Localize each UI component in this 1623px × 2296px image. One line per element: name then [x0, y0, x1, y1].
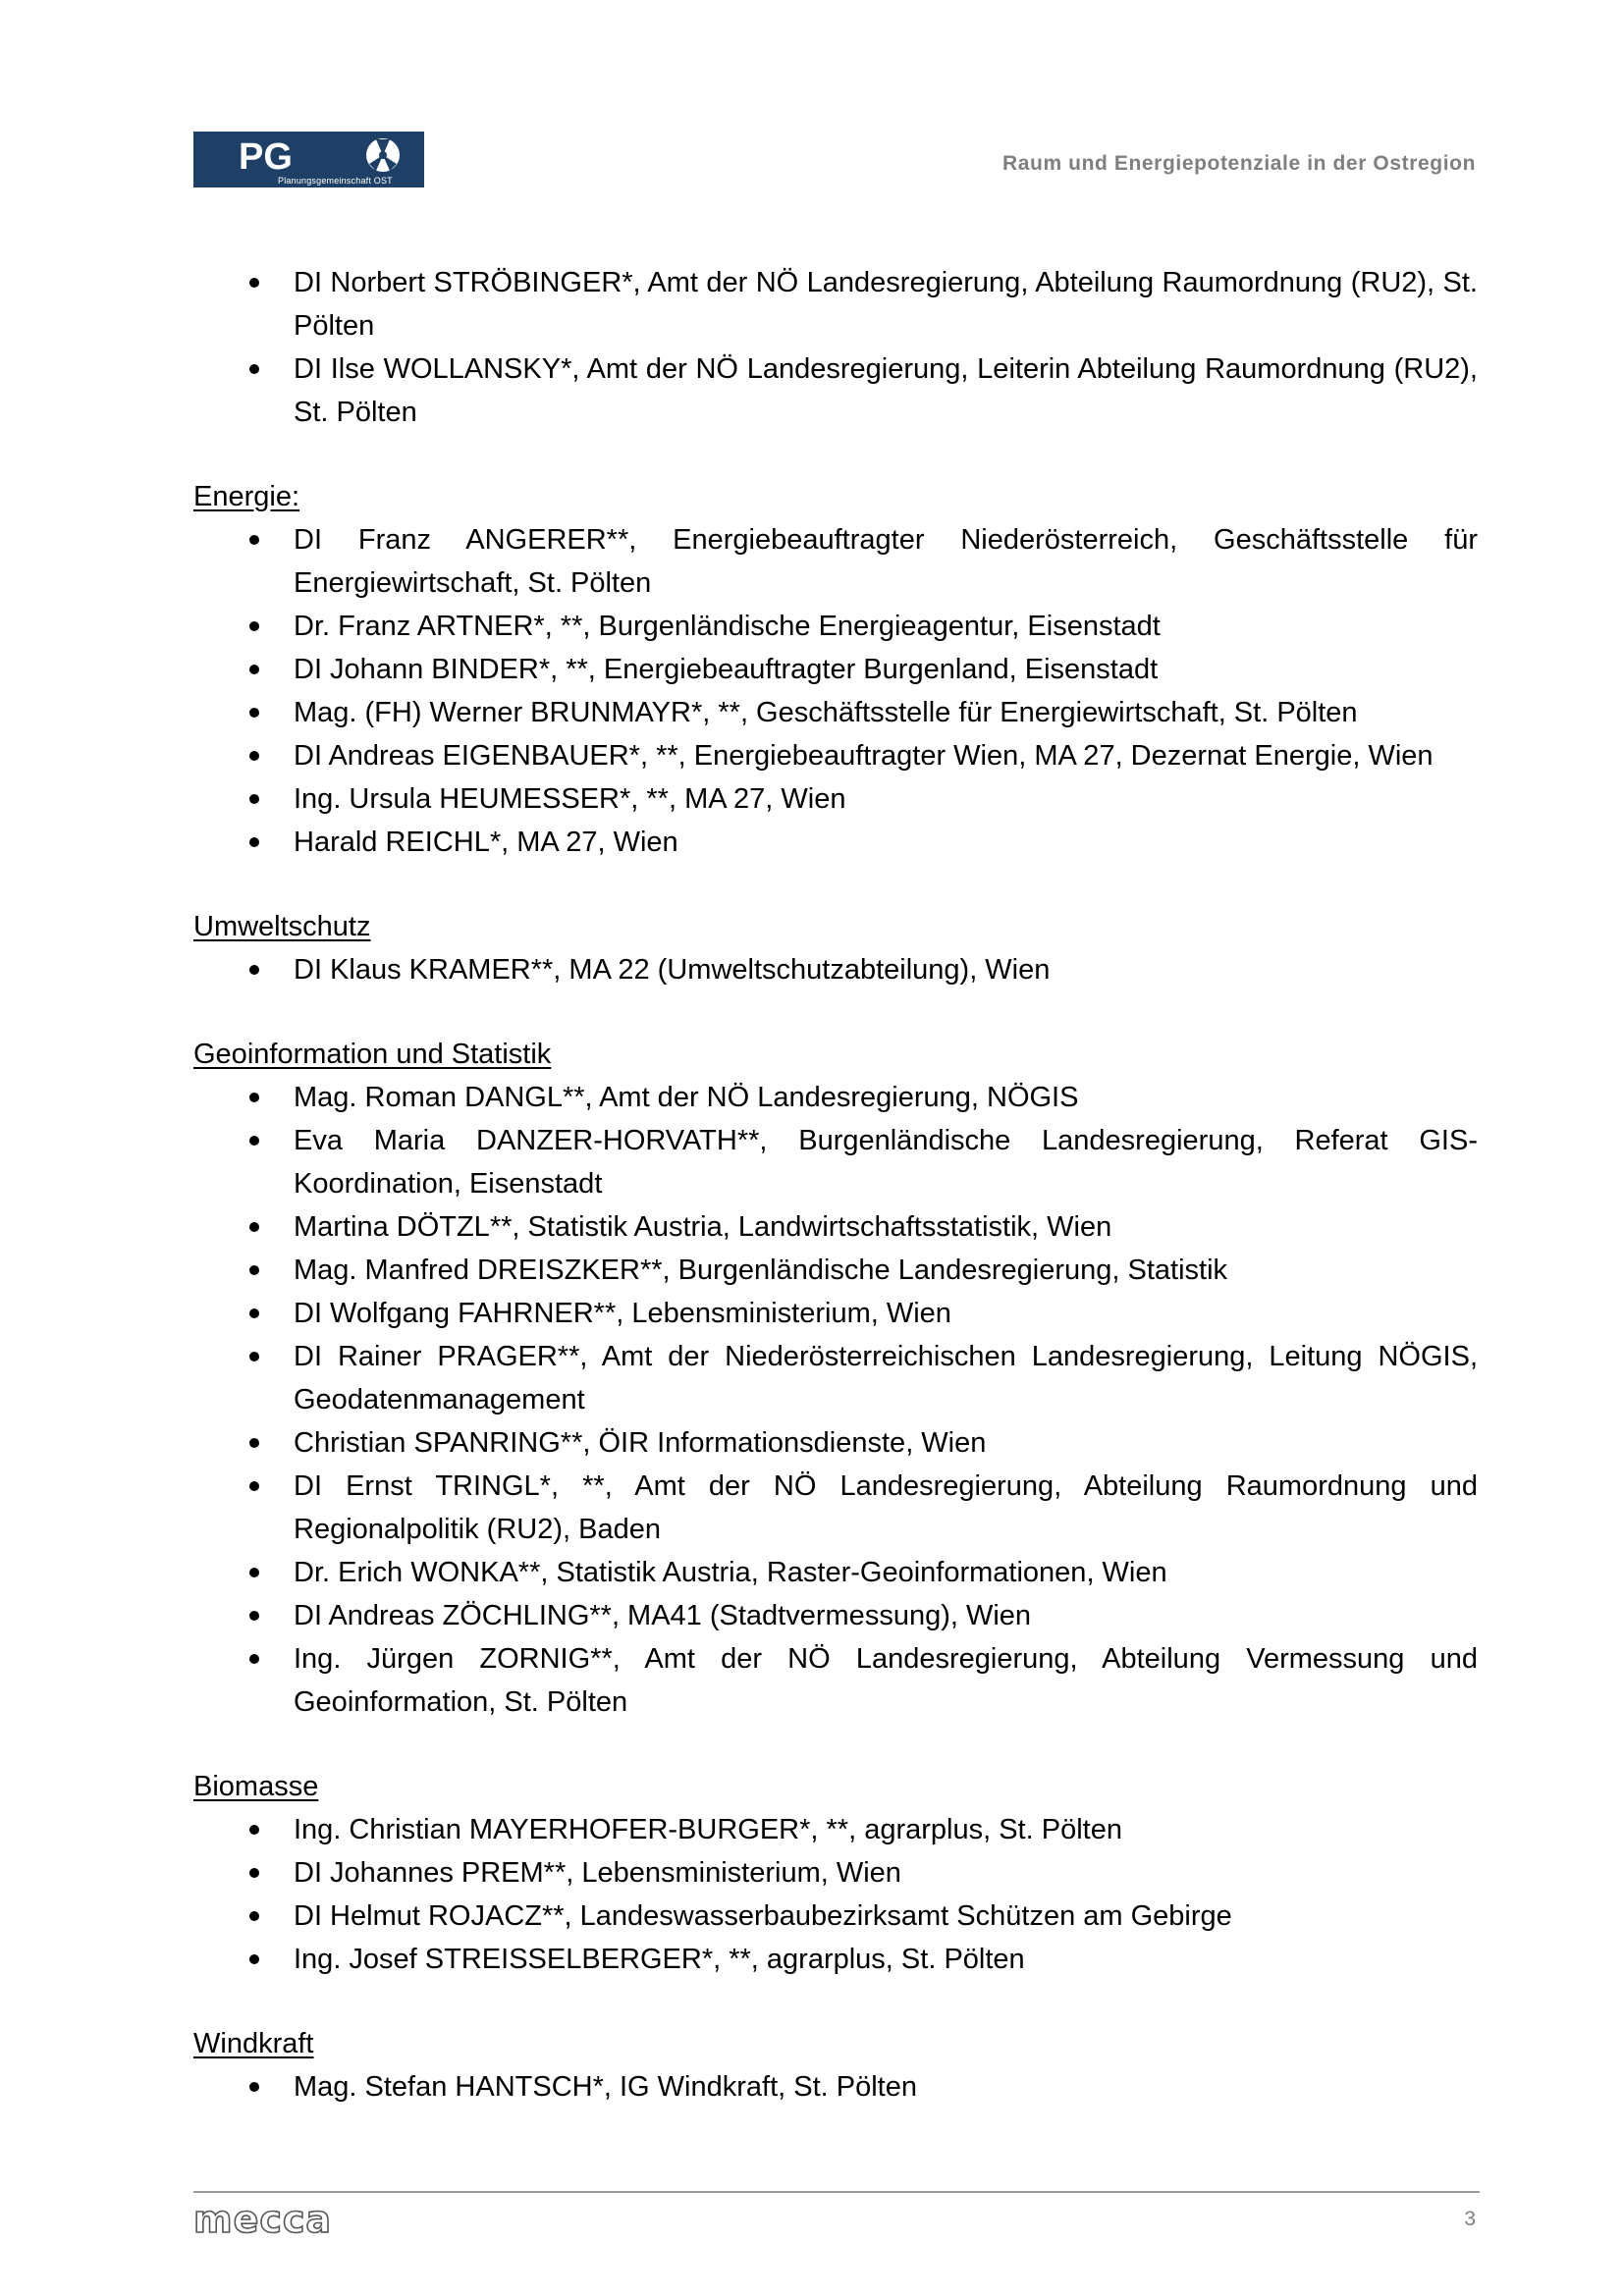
- list-item: Martina DÖTZL**, Statistik Austria, Landwirtschaftsstatistik, Wien: [193, 1205, 1478, 1249]
- list-item: DI Andreas EIGENBAUER*, **, Energiebeauftragter Wien, MA 27, Dezernat Energie, Wien: [193, 734, 1478, 777]
- list-item: Ing. Josef STREISSELBERGER*, **, agrarplus, St. Pölten: [193, 1938, 1478, 1981]
- list-item: DI Johannes PREM**, Lebensministerium, Wien: [193, 1851, 1478, 1895]
- list-item: Christian SPANRING**, ÖIR Informationsdienste, Wien: [193, 1421, 1478, 1465]
- list-item: Ing. Ursula HEUMESSER*, **, MA 27, Wien: [193, 777, 1478, 821]
- list-item: Mag. Stefan HANTSCH*, IG Windkraft, St. Pölten: [193, 2065, 1478, 2109]
- list-item: Mag. Manfred DREISZKER**, Burgenländische Landesregierung, Statistik: [193, 1249, 1478, 1292]
- contact-list: [193, 1076, 1478, 1724]
- list-item: Ing. Jürgen ZORNIG**, Amt der NÖ Landesregierung, Abteilung Vermessung und Geoinformation, St. Pölten: [193, 1637, 1478, 1724]
- section-heading: Windkraft: [193, 2028, 314, 2059]
- list-item: Dr. Erich WONKA**, Statistik Austria, Raster-Geoinformationen, Wien: [193, 1551, 1478, 1594]
- footer-divider: [193, 2191, 1480, 2193]
- list-item: Mag. (FH) Werner BRUNMAYR*, **, Geschäftsstelle für Energiewirtschaft, St. Pölten: [193, 691, 1478, 734]
- contact-list: [193, 1808, 1478, 1981]
- contact-list: [193, 518, 1478, 864]
- logo-wheel-icon: [366, 138, 400, 172]
- contact-list: [193, 261, 1478, 434]
- section-heading: Biomasse: [193, 1771, 319, 1802]
- list-item: DI Rainer PRAGER**, Amt der Niederösterreichischen Landesregierung, Leitung NÖGIS, Geodatenmanagement: [193, 1335, 1478, 1421]
- logo-text: PG: [239, 136, 293, 178]
- list-item: DI Johann BINDER*, **, Energiebeauftragter Burgenland, Eisenstadt: [193, 648, 1478, 691]
- contact-list: [193, 2065, 1478, 2109]
- section-heading: Energie:: [193, 481, 300, 512]
- list-item: DI Ernst TRINGL*, **, Amt der NÖ Landesregierung, Abteilung Raumordnung und Regionalpolitik (RU2), Baden: [193, 1465, 1478, 1551]
- section-heading: Geoinformation und Statistik: [193, 1039, 552, 1070]
- mecca-logo-text: mecca: [193, 2203, 333, 2240]
- list-item: Eva Maria DANZER-HORVATH**, Burgenländische Landesregierung, Referat GIS-Koordination, Eisenstadt: [193, 1119, 1478, 1205]
- list-item: DI Helmut ROJACZ**, Landeswasserbaubezirksamt Schützen am Gebirge: [193, 1895, 1478, 1938]
- document-body: [193, 261, 1478, 2109]
- list-item: DI Klaus KRAMER**, MA 22 (Umweltschutzabteilung), Wien: [193, 948, 1478, 991]
- logo-subtitle: Planungsgemeinschaft OST: [278, 176, 393, 186]
- list-item: Ing. Christian MAYERHOFER-BURGER*, **, agrarplus, St. Pölten: [193, 1808, 1478, 1851]
- mecca-logo: [193, 2203, 370, 2245]
- list-item: Mag. Roman DANGL**, Amt der NÖ Landesregierung, NÖGIS: [193, 1076, 1478, 1119]
- list-item: DI Ilse WOLLANSKY*, Amt der NÖ Landesregierung, Leiterin Abteilung Raumordnung (RU2), St. Pölten: [193, 347, 1478, 434]
- document-header-title: Raum und Energiepotenziale in der Ostregion: [1001, 152, 1476, 175]
- section-heading: Umweltschutz: [193, 911, 371, 942]
- list-item: DI Franz ANGERER**, Energiebeauftragter Niederösterreich, Geschäftsstelle für Energiewirtschaft, St. Pölten: [193, 518, 1478, 605]
- page-number: 3: [1464, 2208, 1476, 2230]
- list-item: DI Norbert STRÖBINGER*, Amt der NÖ Landesregierung, Abteilung Raumordnung (RU2), St. Pölten: [193, 261, 1478, 347]
- list-item: Harald REICHL*, MA 27, Wien: [193, 821, 1478, 864]
- contact-list: [193, 948, 1478, 991]
- list-item: DI Wolfgang FAHRNER**, Lebensministerium, Wien: [193, 1292, 1478, 1335]
- pgo-logo: [193, 132, 424, 187]
- list-item: Dr. Franz ARTNER*, **, Burgenländische Energieagentur, Eisenstadt: [193, 605, 1478, 648]
- list-item: DI Andreas ZÖCHLING**, MA41 (Stadtvermessung), Wien: [193, 1594, 1478, 1637]
